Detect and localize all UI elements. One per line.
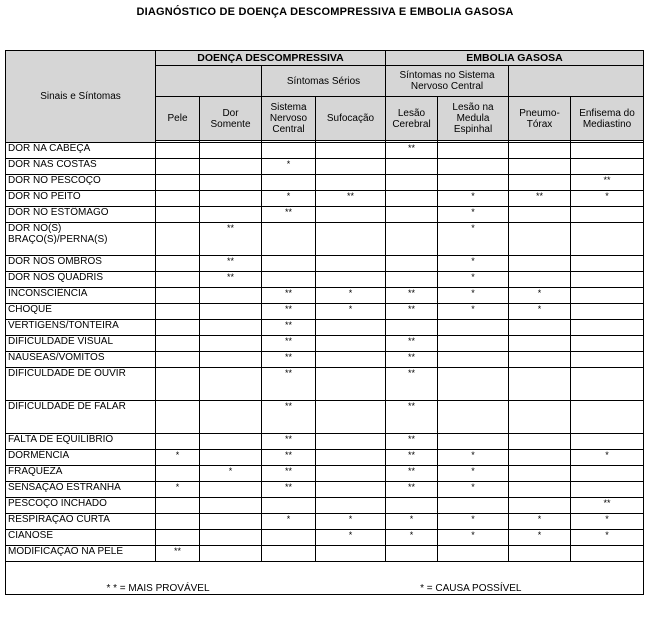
- probability-mark: [438, 368, 509, 401]
- probability-mark: *: [438, 191, 509, 207]
- probability-mark: [316, 498, 386, 514]
- probability-mark: *: [509, 288, 571, 304]
- probability-mark: [262, 175, 316, 191]
- probability-mark: [262, 143, 316, 159]
- probability-mark: *: [438, 466, 509, 482]
- probability-mark: [156, 320, 200, 336]
- column-header: Lesão Cerebral: [386, 97, 438, 141]
- probability-mark: [509, 368, 571, 401]
- table-row: [6, 498, 644, 514]
- probability-mark: *: [438, 304, 509, 320]
- probability-mark: *: [200, 466, 262, 482]
- table-row: [6, 482, 644, 498]
- probability-mark: [262, 272, 316, 288]
- probability-mark: [200, 368, 262, 401]
- probability-mark: *: [438, 482, 509, 498]
- probability-mark: [571, 368, 644, 401]
- probability-mark: [156, 223, 200, 256]
- probability-mark: *: [571, 514, 644, 530]
- probability-mark: [200, 530, 262, 546]
- probability-mark: **: [156, 546, 200, 562]
- probability-mark: [156, 336, 200, 352]
- probability-mark: *: [509, 514, 571, 530]
- probability-mark: [571, 256, 644, 272]
- probability-mark: [156, 159, 200, 175]
- probability-mark: [156, 143, 200, 159]
- symptom-label: RESPIRAÇÃO CURTA: [6, 514, 156, 530]
- probability-mark: [316, 143, 386, 159]
- table-row: [6, 175, 644, 191]
- probability-mark: **: [262, 482, 316, 498]
- table-row: [6, 514, 644, 530]
- probability-mark: [571, 304, 644, 320]
- legend-possible-cause: * = CAUSA POSSÍVEL: [420, 583, 522, 594]
- probability-mark: [386, 223, 438, 256]
- legend-more-probable: * * = MAIS PROVÁVEL: [106, 583, 210, 594]
- probability-mark: **: [262, 466, 316, 482]
- table-row: [6, 272, 644, 288]
- symptom-label: CIANOSE: [6, 530, 156, 546]
- probability-mark: [156, 498, 200, 514]
- table-row: [6, 434, 644, 450]
- probability-mark: *: [316, 288, 386, 304]
- symptom-label: DOR NO(S) BRAÇO(S)/PERNA(S): [6, 223, 156, 256]
- probability-mark: **: [316, 191, 386, 207]
- probability-mark: *: [316, 304, 386, 320]
- probability-mark: [200, 546, 262, 562]
- table-row: [6, 320, 644, 336]
- symptom-label: INCONSCIÊNCIA: [6, 288, 156, 304]
- probability-mark: [316, 368, 386, 401]
- probability-mark: [509, 320, 571, 336]
- symptom-label: DIFICULDADE VISUAL: [6, 336, 156, 352]
- symptom-label: FALTA DE EQUILÍBRIO: [6, 434, 156, 450]
- probability-mark: [509, 143, 571, 159]
- probability-mark: [438, 159, 509, 175]
- diagnosis-table: [5, 50, 644, 595]
- probability-mark: [156, 466, 200, 482]
- column-header: Dor Somente: [200, 97, 262, 141]
- probability-mark: *: [156, 450, 200, 466]
- probability-mark: [200, 352, 262, 368]
- probability-mark: [316, 207, 386, 223]
- probability-mark: [156, 207, 200, 223]
- column-header: Pneumo-Tórax: [509, 97, 571, 141]
- probability-mark: [509, 256, 571, 272]
- table-row: [6, 530, 644, 546]
- probability-mark: [200, 304, 262, 320]
- probability-mark: **: [262, 352, 316, 368]
- blank-header: [156, 66, 262, 97]
- group-header-gas-embolism: EMBOLIA GASOSA: [386, 51, 644, 66]
- probability-mark: *: [571, 450, 644, 466]
- probability-mark: [571, 401, 644, 434]
- probability-mark: [571, 143, 644, 159]
- column-header: Pele: [156, 97, 200, 141]
- symptom-label: SENSAÇÃO ESTRANHA: [6, 482, 156, 498]
- probability-mark: [438, 175, 509, 191]
- probability-mark: [316, 159, 386, 175]
- probability-mark: *: [438, 272, 509, 288]
- table-row: [6, 191, 644, 207]
- probability-mark: [156, 352, 200, 368]
- probability-mark: **: [262, 207, 316, 223]
- symptom-rows: [6, 143, 644, 562]
- probability-mark: [316, 546, 386, 562]
- page-title: DIAGNÓSTICO DE DOENÇA DESCOMPRESSIVA E EMBOLIA GASOSA: [136, 6, 514, 18]
- probability-mark: [156, 288, 200, 304]
- probability-mark: [438, 143, 509, 159]
- table-row: [6, 450, 644, 466]
- probability-mark: [386, 272, 438, 288]
- probability-mark: [262, 256, 316, 272]
- probability-mark: [509, 175, 571, 191]
- probability-mark: [571, 288, 644, 304]
- probability-mark: [200, 482, 262, 498]
- probability-mark: **: [386, 143, 438, 159]
- probability-mark: [438, 546, 509, 562]
- symptom-label: DOR NOS QUADRIS: [6, 272, 156, 288]
- probability-mark: **: [200, 256, 262, 272]
- probability-mark: [156, 530, 200, 546]
- probability-mark: [438, 336, 509, 352]
- probability-mark: [316, 466, 386, 482]
- probability-mark: **: [262, 434, 316, 450]
- probability-mark: [509, 223, 571, 256]
- probability-mark: **: [386, 352, 438, 368]
- table-row: [6, 256, 644, 272]
- group-header-decompression: DOENÇA DESCOMPRESSIVA: [156, 51, 386, 66]
- table-row: [6, 401, 644, 434]
- table-row: [6, 288, 644, 304]
- probability-mark: [316, 336, 386, 352]
- probability-mark: [156, 401, 200, 434]
- symptom-label: DOR NO PESCOÇO: [6, 175, 156, 191]
- symptom-label: VERTIGENS/TONTEIRA: [6, 320, 156, 336]
- probability-mark: [156, 191, 200, 207]
- probability-mark: [262, 498, 316, 514]
- probability-mark: *: [509, 304, 571, 320]
- probability-mark: [156, 272, 200, 288]
- probability-mark: *: [156, 482, 200, 498]
- probability-mark: [200, 159, 262, 175]
- probability-mark: [571, 434, 644, 450]
- probability-mark: *: [262, 514, 316, 530]
- legend: [6, 562, 644, 595]
- probability-mark: [316, 482, 386, 498]
- subgroup-serious-symptoms: Síntomas Sérios: [262, 66, 386, 97]
- symptom-label: DOR NAS COSTAS: [6, 159, 156, 175]
- probability-mark: [200, 336, 262, 352]
- probability-mark: [509, 401, 571, 434]
- probability-mark: **: [386, 482, 438, 498]
- probability-mark: **: [262, 368, 316, 401]
- probability-mark: **: [386, 288, 438, 304]
- probability-mark: [200, 191, 262, 207]
- probability-mark: **: [262, 320, 316, 336]
- probability-mark: *: [438, 288, 509, 304]
- symptom-label: PESCOÇO INCHADO: [6, 498, 156, 514]
- probability-mark: [509, 498, 571, 514]
- blank-header: [509, 66, 644, 97]
- symptom-label: DOR NO ESTÔMAGO: [6, 207, 156, 223]
- probability-mark: **: [386, 466, 438, 482]
- probability-mark: [316, 256, 386, 272]
- column-header: Sufocação: [316, 97, 386, 141]
- probability-mark: [200, 288, 262, 304]
- probability-mark: *: [509, 530, 571, 546]
- probability-mark: [509, 434, 571, 450]
- probability-mark: [200, 320, 262, 336]
- probability-mark: [509, 272, 571, 288]
- probability-mark: [200, 143, 262, 159]
- probability-mark: [386, 256, 438, 272]
- probability-mark: **: [262, 450, 316, 466]
- probability-mark: **: [262, 304, 316, 320]
- table-row: [6, 207, 644, 223]
- probability-mark: **: [386, 304, 438, 320]
- subgroup-cns-symptoms: Síntomas no Sistema Nervoso Central: [386, 66, 509, 97]
- probability-mark: [316, 272, 386, 288]
- table-row: [6, 336, 644, 352]
- probability-mark: [386, 498, 438, 514]
- column-header: Sistema Nervoso Central: [262, 97, 316, 141]
- probability-mark: *: [262, 191, 316, 207]
- probability-mark: **: [509, 191, 571, 207]
- probability-mark: [509, 207, 571, 223]
- probability-mark: [386, 546, 438, 562]
- probability-mark: **: [262, 336, 316, 352]
- probability-mark: **: [200, 223, 262, 256]
- symptom-label: DOR NOS OMBROS: [6, 256, 156, 272]
- symptom-label: DORMÊNCIA: [6, 450, 156, 466]
- probability-mark: [509, 546, 571, 562]
- symptom-label: DIFICULDADE DE FALAR: [6, 401, 156, 434]
- probability-mark: [386, 191, 438, 207]
- probability-mark: [316, 223, 386, 256]
- table-row: [6, 546, 644, 562]
- probability-mark: *: [438, 514, 509, 530]
- column-header: Enfisema do Mediastino: [571, 97, 644, 141]
- probability-mark: [156, 256, 200, 272]
- probability-mark: **: [386, 336, 438, 352]
- symptom-label: DOR NA CABEÇA: [6, 143, 156, 159]
- probability-mark: [386, 207, 438, 223]
- probability-mark: [438, 401, 509, 434]
- probability-mark: [200, 207, 262, 223]
- probability-mark: *: [438, 256, 509, 272]
- table-row: [6, 466, 644, 482]
- probability-mark: [200, 434, 262, 450]
- probability-mark: [262, 530, 316, 546]
- probability-mark: **: [571, 175, 644, 191]
- probability-mark: *: [316, 514, 386, 530]
- probability-mark: [571, 466, 644, 482]
- probability-mark: [316, 352, 386, 368]
- probability-mark: [438, 320, 509, 336]
- probability-mark: *: [438, 450, 509, 466]
- probability-mark: [386, 320, 438, 336]
- probability-mark: *: [262, 159, 316, 175]
- probability-mark: [200, 498, 262, 514]
- symptom-label: FRAQUEZA: [6, 466, 156, 482]
- probability-mark: [509, 352, 571, 368]
- probability-mark: [200, 450, 262, 466]
- probability-mark: [571, 320, 644, 336]
- probability-mark: [156, 175, 200, 191]
- probability-mark: [156, 368, 200, 401]
- probability-mark: **: [386, 434, 438, 450]
- probability-mark: [316, 175, 386, 191]
- probability-mark: *: [438, 223, 509, 256]
- probability-mark: **: [386, 450, 438, 466]
- probability-mark: [386, 175, 438, 191]
- probability-mark: *: [571, 191, 644, 207]
- probability-mark: [509, 450, 571, 466]
- probability-mark: **: [386, 401, 438, 434]
- probability-mark: *: [438, 530, 509, 546]
- probability-mark: [262, 223, 316, 256]
- probability-mark: [200, 401, 262, 434]
- probability-mark: [156, 514, 200, 530]
- table-row: [6, 143, 644, 159]
- probability-mark: [509, 336, 571, 352]
- probability-mark: [571, 272, 644, 288]
- probability-mark: [156, 304, 200, 320]
- probability-mark: **: [262, 288, 316, 304]
- probability-mark: [509, 466, 571, 482]
- probability-mark: **: [200, 272, 262, 288]
- probability-mark: [571, 482, 644, 498]
- symptom-label: MODIFICAÇÃO NA PELE: [6, 546, 156, 562]
- signs-header: Sinais e Síntomas: [6, 51, 156, 143]
- symptom-label: NAUSEAS/VOMITOS: [6, 352, 156, 368]
- probability-mark: [156, 434, 200, 450]
- probability-mark: [316, 434, 386, 450]
- probability-mark: [438, 434, 509, 450]
- probability-mark: [438, 352, 509, 368]
- probability-mark: *: [386, 514, 438, 530]
- probability-mark: **: [386, 368, 438, 401]
- probability-mark: **: [262, 401, 316, 434]
- probability-mark: [571, 159, 644, 175]
- table-row: [6, 223, 644, 256]
- probability-mark: [571, 352, 644, 368]
- probability-mark: [571, 207, 644, 223]
- probability-mark: [200, 175, 262, 191]
- probability-mark: *: [316, 530, 386, 546]
- probability-mark: [509, 482, 571, 498]
- symptom-label: CHOQUE: [6, 304, 156, 320]
- probability-mark: [438, 498, 509, 514]
- probability-mark: [571, 336, 644, 352]
- probability-mark: [262, 546, 316, 562]
- table-row: [6, 368, 644, 401]
- symptom-label: DOR NO PEITO: [6, 191, 156, 207]
- probability-mark: [386, 159, 438, 175]
- table-row: [6, 304, 644, 320]
- column-header: Lesão na Medula Espinhal: [438, 97, 509, 141]
- table-row: [6, 352, 644, 368]
- probability-mark: [316, 401, 386, 434]
- probability-mark: *: [438, 207, 509, 223]
- probability-mark: **: [571, 498, 644, 514]
- probability-mark: [316, 320, 386, 336]
- probability-mark: [571, 546, 644, 562]
- probability-mark: *: [386, 530, 438, 546]
- probability-mark: [509, 159, 571, 175]
- table-row: [6, 159, 644, 175]
- symptom-label: DIFICULDADE DE OUVIR: [6, 368, 156, 401]
- probability-mark: [316, 450, 386, 466]
- probability-mark: *: [571, 530, 644, 546]
- probability-mark: [200, 514, 262, 530]
- probability-mark: [571, 223, 644, 256]
